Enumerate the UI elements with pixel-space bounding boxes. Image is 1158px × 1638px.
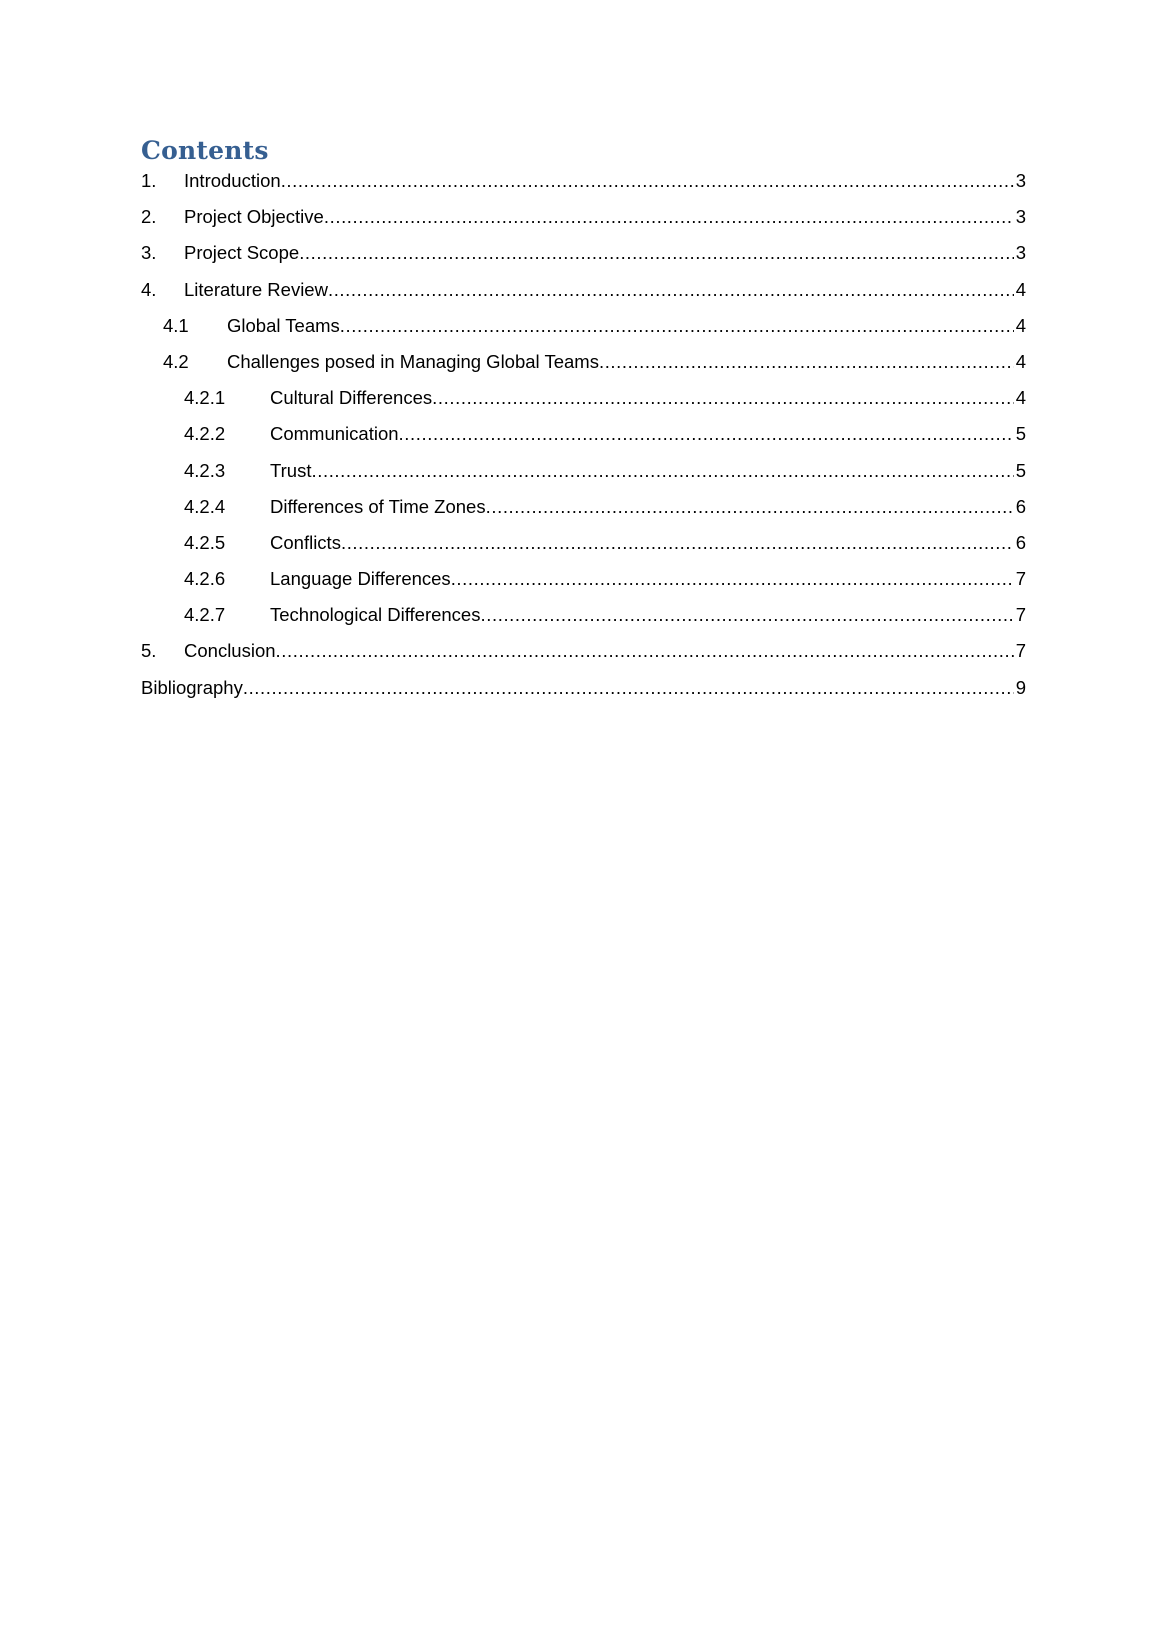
dot-leader (328, 279, 1014, 301)
toc-entry-page: 9 (1015, 676, 1026, 698)
toc-entry-number: 4.2.7 (184, 604, 226, 626)
dot-leader (340, 315, 1014, 337)
toc-entry-title: Global Teams (227, 314, 340, 336)
toc-entry-cultural-differences[interactable] (141, 387, 1026, 423)
toc-entry-title: Literature Review (184, 278, 328, 300)
toc-entry-number: 4.2.2 (184, 423, 226, 445)
dot-leader (281, 170, 1014, 192)
dot-leader (341, 532, 1014, 554)
toc-entry-title: Project Objective (184, 206, 324, 228)
toc-entry-number: 2. (141, 206, 157, 228)
toc-entry-title: Bibliography (141, 676, 243, 698)
toc-entry-number: 5. (141, 640, 157, 662)
toc-entry-title: Introduction (184, 170, 281, 191)
toc-entry-number: 4. (141, 278, 157, 300)
toc-entry-title: Technological Differences (270, 604, 481, 626)
toc-entry-page: 3 (1015, 206, 1026, 228)
toc-entry-language-differences[interactable] (141, 568, 1026, 604)
toc-entry-page: 5 (1015, 423, 1026, 445)
toc-entry-page: 3 (1015, 170, 1026, 191)
toc-entry-conflicts[interactable] (141, 532, 1026, 568)
dot-leader (486, 496, 1014, 518)
toc-heading: Contents (141, 136, 269, 165)
toc-entry-bibliography[interactable] (141, 677, 1026, 713)
toc-entry-number: 4.1 (163, 314, 189, 336)
toc-entry-page: 7 (1015, 604, 1026, 626)
toc-entry-global-teams[interactable] (141, 315, 1026, 351)
toc-entry-communication[interactable] (141, 423, 1026, 459)
toc-entry-project-objective[interactable] (141, 206, 1026, 242)
toc-entry-page: 5 (1015, 459, 1026, 481)
toc-entry-literature-review[interactable] (141, 279, 1026, 315)
toc-entry-page: 3 (1015, 242, 1026, 264)
toc-entry-number: 4.2.3 (184, 459, 226, 481)
toc-entry-page: 7 (1015, 640, 1026, 662)
toc-entry-number: 4.2.6 (184, 568, 226, 590)
toc-list (141, 170, 1026, 713)
toc-entry-number: 4.2 (163, 350, 189, 372)
toc-entry-title: Communication (270, 423, 399, 445)
toc-entry-title: Cultural Differences (270, 387, 433, 409)
toc-entry-title: Conflicts (270, 531, 341, 553)
toc-entry-page: 7 (1015, 568, 1026, 590)
toc-entry-number: 4.2.4 (184, 495, 226, 517)
toc-entry-page: 4 (1015, 314, 1026, 336)
toc-entry-page: 6 (1015, 495, 1026, 517)
toc-entry-introduction[interactable] (141, 170, 1026, 206)
toc-entry-title: Project Scope (184, 242, 300, 264)
dot-leader (311, 460, 1013, 482)
toc-entry-title: Language Differences (270, 568, 451, 590)
toc-entry-number: 3. (141, 242, 157, 264)
dot-leader (480, 604, 1013, 626)
toc-entry-page: 4 (1015, 350, 1026, 372)
toc-entry-title: Conclusion (184, 640, 276, 662)
dot-leader (399, 423, 1014, 445)
dot-leader (324, 206, 1014, 228)
toc-entry-project-scope[interactable] (141, 242, 1026, 278)
toc-entry-title: Differences of Time Zones (270, 495, 486, 517)
toc-entry-number: 1. (141, 170, 157, 191)
dot-leader (451, 568, 1014, 590)
toc-entry-page: 4 (1015, 278, 1026, 300)
toc-entry-title: Challenges posed in Managing Global Teams (227, 350, 599, 372)
toc-entry-number: 4.2.5 (184, 531, 226, 553)
toc-entry-page: 4 (1015, 387, 1026, 409)
toc-entry-page: 6 (1015, 531, 1026, 553)
toc-entry-conclusion[interactable] (141, 640, 1026, 676)
table-of-contents (141, 136, 1026, 713)
toc-entry-challenges[interactable] (141, 351, 1026, 387)
dot-leader (599, 351, 1014, 373)
dot-leader (276, 640, 1014, 662)
toc-entry-number: 4.2.1 (184, 387, 226, 409)
dot-leader (432, 387, 1014, 409)
dot-leader (243, 677, 1014, 699)
toc-entry-time-zones[interactable] (141, 496, 1026, 532)
dot-leader (299, 242, 1014, 264)
toc-entry-title: Trust (270, 459, 312, 481)
toc-entry-trust[interactable] (141, 460, 1026, 496)
toc-entry-technological-differences[interactable] (141, 604, 1026, 640)
